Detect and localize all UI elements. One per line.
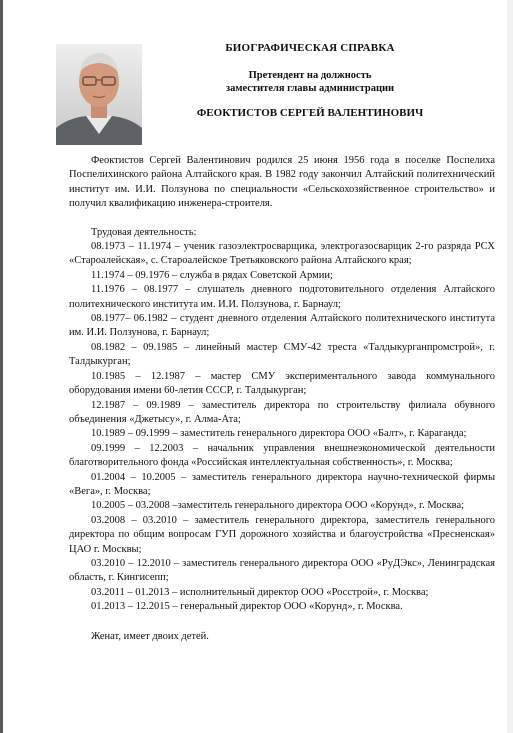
work-item: 12.1987 – 09.1989 – заместитель директора по строительству филиала обувного объединения «Джетысу», г. Алма-Ата; — [69, 399, 495, 425]
work-item: 03.2008 – 03.2010 – заместитель генерального директора, заместитель генерального директора по общим вопросам ГУП дорожного хозяйства и благоустройства «Пресненская» ЦАО г. Москвы; — [69, 514, 495, 555]
document-body — [69, 154, 495, 644]
work-item: 01.2004 – 10.2005 – заместитель генерального директора научно-технической фирмы «Вега», г. Москва; — [69, 471, 495, 497]
family-status: Женат, имеет двоих детей. — [91, 630, 209, 642]
work-item: 09.1999 – 12.2003 – начальник управления внешнеэкономической деятельности благотворительного фонда «Российская интеллектуальная собственность», г. Москва; — [69, 442, 495, 469]
page-right-edge — [507, 0, 513, 733]
work-item: 10.1985 – 12.1987 – мастер СМУ экспериментального завода коммунального оборудования имени 60-летия СССР, г. Талдыкурган; — [69, 370, 495, 397]
work-item: 03.2011 – 01.2013 – исполнительный директор ООО «Росстрой», г. Москва; — [91, 586, 429, 598]
work-item: 11.1976 – 08.1977 – слушатель дневного подготовительного отделения Алтайского политехнического института им. И.И. Ползунова, г. Барнаул; — [69, 284, 495, 310]
work-item: 11.1974 – 09.1976 – служба в рядах Советской Армии; — [91, 269, 333, 281]
work-item: 01.2013 – 12.2015 – генеральный директор ООО «Корунд», г. Москва. — [91, 601, 403, 613]
portrait-photo — [56, 44, 142, 145]
work-item: 10.1989 – 09.1999 – заместитель генерального директора ООО «Балт», г. Караганда; — [91, 428, 467, 440]
work-item: 08.1977– 06.1982 – студент дневного отделения Алтайского политехнического института им. И.И. Ползунова, г. Барнаул; — [69, 313, 495, 339]
person-name: ФЕОКТИСТОВ СЕРГЕЙ ВАЛЕНТИНОВИЧ — [196, 107, 424, 119]
position-line-2: заместителя главы администрации — [225, 83, 395, 94]
work-item: 10.2005 – 03.2008 –заместитель генерального директора ООО «Корунд», г. Москва; — [91, 500, 465, 512]
work-item: 08.1982 – 09.1985 – линейный мастер СМУ-42 треста «Талдыкурганпромстрой», г. Талдыкурган; — [69, 341, 495, 368]
work-item: 03.2010 – 12.2010 – заместитель генерального директора ООО «РуДЭкс», Ленинградская область, г. Кингисепп; — [69, 557, 495, 584]
position-line-1: Претендент на должность — [248, 70, 372, 81]
work-history-heading: Трудовая деятельность: — [91, 226, 197, 238]
intro-paragraph: Феоктистов Сергей Валентинович родился 25 июня 1956 года в поселке Поспелиха Поспелихинского района Алтайского края. В 1982 году закончил Алтайский политехнический институт им. И.И. Ползунова по специальности «Сельскохозяйственное строительство» и получил квалификацию инженера-строителя. — [69, 155, 495, 210]
page-left-edge — [0, 0, 3, 733]
document-title: БИОГРАФИЧЕСКАЯ СПРАВКА — [225, 42, 395, 54]
work-item: 08.1973 – 11.1974 – ученик газоэлектросварщика, электрогазосварщик 2-го разряда РСХ «Староалейская», с. Староалейское Третьяковского района Алтайского края; — [69, 241, 495, 267]
